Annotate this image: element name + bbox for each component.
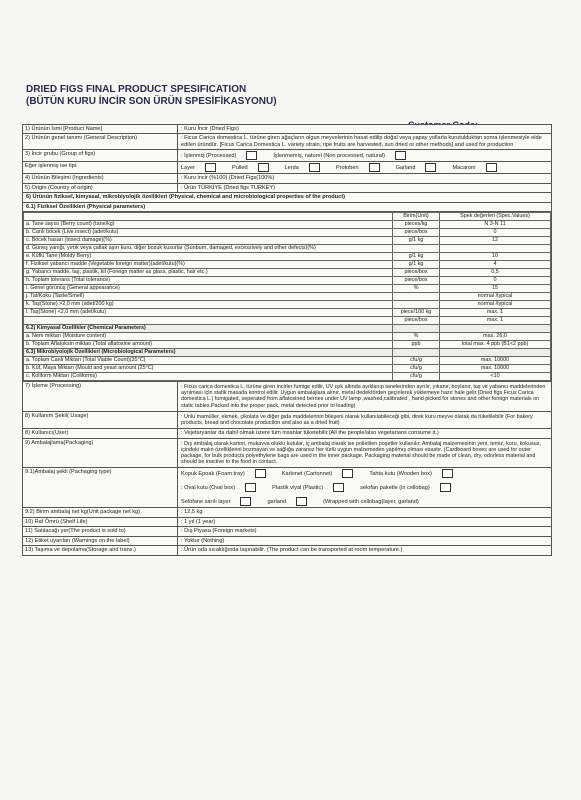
unit-cell xyxy=(393,324,440,332)
spec-row xyxy=(24,324,551,332)
properties-heading-row xyxy=(22,192,552,201)
packaging-row xyxy=(22,438,552,468)
param-cell: d. Güneş yanığı, yırtık veya çatlak aşırı kuru, diğer bozuk kusurlar (Sunburn, damaged, excessively and other defects)(%) xyxy=(24,244,393,252)
value-cell: 15 xyxy=(440,284,551,292)
value-cell: max. 1 xyxy=(440,308,551,316)
value-cell: max. 1 xyxy=(440,316,551,324)
plastic-checkbox[interactable] xyxy=(333,483,344,492)
unit-cell: pieces/kg xyxy=(393,220,440,228)
spec-row xyxy=(24,356,551,364)
option-macaroni: Macaroni xyxy=(452,164,476,171)
option-wrapped-layer: Selofane sarılı layer xyxy=(181,498,231,505)
param-cell: g. Yabancı madde, taş, plastik, kil (Foreign matter as glass, plastic, hair etc.) xyxy=(24,268,393,276)
row-label: 9.2) Birim ambalaj net kg(Unit package net kg) xyxy=(23,508,178,516)
option-wrapped-note: (Wrapped with cellobag(layer, garland) xyxy=(323,498,419,505)
section-heading: 6.1) Fiziksel Özellikleri (Physical parameters) xyxy=(26,203,146,210)
processed-type-row xyxy=(22,161,552,173)
shelf-life-row xyxy=(22,517,552,526)
option-wrapped-garland: garland xyxy=(267,498,287,505)
doc-title-tr: (BÜTÜN KURU İNCİR SON ÜRÜN SPESİFİKASYONU) xyxy=(26,96,277,107)
option-layer: Layer xyxy=(181,164,195,171)
physical-heading-row xyxy=(22,202,552,211)
origin-row xyxy=(22,183,552,192)
row-label: 4) Ürünün Bileşimi (Ingredients) xyxy=(23,174,178,182)
unit-cell: g/1 kg xyxy=(393,260,440,268)
spec-row xyxy=(24,332,551,340)
row-value: : Yoktur (Nothing) xyxy=(181,537,225,544)
spec-row xyxy=(24,348,551,356)
spec-row xyxy=(24,372,551,380)
row-label: 5) Origin (Country of origin) xyxy=(23,184,178,192)
unit-cell: piece/box xyxy=(393,268,440,276)
unit-cell: cfu/g xyxy=(393,356,440,364)
spec-table-body xyxy=(24,220,551,380)
option-cellobag: selofan paketle (in cellobag) xyxy=(360,484,430,491)
foam-tray-checkbox[interactable] xyxy=(255,469,266,478)
value-cell: 0 xyxy=(440,228,551,236)
spec-row xyxy=(24,268,551,276)
spec-row xyxy=(24,276,551,284)
unit-cell: piece/box xyxy=(393,316,440,324)
unit-cell xyxy=(393,244,440,252)
value-cell: normal /typical xyxy=(440,300,551,308)
cellobag-checkbox[interactable] xyxy=(440,483,451,492)
sold-to-row xyxy=(22,526,552,535)
doc-title-en: DRIED FIGS FINAL PRODUCT SPESIFICATION xyxy=(26,84,247,95)
param-cell: e. Küflü Tane (Moldy Berry) xyxy=(24,252,393,260)
value-cell xyxy=(440,324,551,332)
param-cell: 6.2) Kimyasal Özellikler (Chemical Parameters) xyxy=(24,324,393,332)
row-value: : Dış Piyasa (Foreign markets) xyxy=(181,528,257,535)
cartonnet-checkbox[interactable] xyxy=(342,469,353,478)
value-cell: max. 10000 xyxy=(440,364,551,372)
unit-cell: cfu/g xyxy=(393,372,440,380)
option-pulled: Pulled xyxy=(232,164,248,171)
param-cell: l. Taş(Stone) <2,0 mm (adet/kutu) xyxy=(24,308,393,316)
row-value: : 1 yıl (1 year) xyxy=(181,518,216,525)
param-cell: b. Toplam Aflatoksin miktarı (Total aflatoxine amount) xyxy=(24,340,393,348)
param-cell: b. Küf, Maya Miktarı (Mould and yeast amount (25°C) xyxy=(24,364,393,372)
unit-header: Birim(Unit) xyxy=(393,212,440,220)
option-oval-box: : Oval kutu (Oval box) xyxy=(181,484,236,491)
spec-row xyxy=(24,236,551,244)
param-cell: b. Canlı böcek (Live insect) (adet/kutu) xyxy=(24,228,393,236)
value-cell: 4 xyxy=(440,260,551,268)
option-lerda: Lerda xyxy=(284,164,299,171)
pulled-checkbox[interactable] xyxy=(258,163,269,172)
unit-cell: ppb xyxy=(393,340,440,348)
spec-table-row xyxy=(22,211,552,381)
row-value: : Ürün oda sıcaklığında taşınabilir. (The product can be transported at room temperature.) xyxy=(181,547,403,554)
row-label: 2) Ürünün genel tanımı (General Description) xyxy=(23,134,178,149)
param-cell: f. Fiziksel yabancı madde (Vegetable foreign matter)(adet/kutu)(%) xyxy=(24,260,393,268)
value-cell: total max. 4 ppb (B1<2 ppb) xyxy=(440,340,551,348)
lerda-checkbox[interactable] xyxy=(309,163,320,172)
row-label: 10) Raf Ömrü (Shelf Life) xyxy=(23,518,178,526)
spec-row xyxy=(24,292,551,300)
param-cell: a. Toplam Canlı Miktarı (Total Viable Count)(35°C) xyxy=(24,356,393,364)
unit-package-row xyxy=(22,507,552,516)
option-foam-tray: Kopuk Epoak (Foam tray) xyxy=(181,470,245,477)
option-plastic: Plastik viyal (Plastic) xyxy=(272,484,324,491)
unit-cell xyxy=(393,348,440,356)
fig-group-row xyxy=(22,149,552,161)
row-label: 13) Taşıma ve depolama(Storage and trans.) xyxy=(23,546,178,554)
option-natural: İşlenmemiş, naturel (Non processed, natural) xyxy=(273,152,385,159)
spec-row xyxy=(24,228,551,236)
value-cell: 12 xyxy=(440,236,551,244)
row-value: : Kuru incir (%100) (Dried Figs(100%) xyxy=(181,175,275,182)
row-label: 1) Ürünün İsmi [Product Name] xyxy=(23,125,178,133)
row-value: : Dış ambalaj olarak karton, mukavva oluklu kutular, iç ambalaj olarak ise polietilen poşetler kullanılır. Ambalaj malzemesinin yeni, temiz, kuru, kokusuz, içindeki malın özelliklerini bozmayan ve sağlığa zararsız her türlü uygun malzemeden yapılmış olması esastır. (Cardboard boxes are used for outer package, for bulk products polyethylene bags are used in the inner package. Packaging material should be made of clean, dry, odorless material and should be inactive to the food in contact. xyxy=(181,440,541,466)
oval-box-checkbox[interactable] xyxy=(245,483,256,492)
row-value: : Ürün TÜRKİYE (Dried figs TURKEY) xyxy=(181,184,275,191)
row-value: : Ficus Carica domestica L. türüne giren ağaçların olgun meyvelerinin hasat edilip doğal veya yapay yollarla kurutulduktan sonra işlenmesiyle elde edilen üründür. [Ficus Carica Domestica L. variety strain, ripe fruits are harvested, sun dried or other methods] and used for production xyxy=(181,135,542,148)
spec-row xyxy=(24,284,551,292)
spec-row xyxy=(24,252,551,260)
unit-cell xyxy=(393,292,440,300)
spec-row xyxy=(24,316,551,324)
spec-row xyxy=(24,364,551,372)
value-cell: max. 26,0 xyxy=(440,332,551,340)
storage-row xyxy=(22,545,552,555)
param-cell: j. Tat/Koku (Taste/Smell) xyxy=(24,292,393,300)
label-warnings-row xyxy=(22,536,552,545)
unit-cell: piece/box xyxy=(393,276,440,284)
value-cell: 10 xyxy=(440,252,551,260)
section-heading: 6) Ürünün fiziksel, kimyasal, mikrobiyolojik özellikleri (Physical, chemical and microbiological properties of the product) xyxy=(26,194,345,201)
row-label: 11) Satılacağı yer(The product is sold to) xyxy=(23,527,178,535)
value-cell: 0,5 xyxy=(440,268,551,276)
spec-row xyxy=(24,300,551,308)
param-cell: a. Tane sayısı (Berry count) (tane/kg) xyxy=(24,220,393,228)
packaging-type-row xyxy=(22,467,552,507)
param-cell: c. Böcek hasarı (insect damage)(%) xyxy=(24,236,393,244)
row-label: 7) İşleme (Processing) xyxy=(23,382,178,411)
row-value: : Vejetaryanlar da dahil olmak üzere tüm insanlar tüketebilir.(All the people/also vegetarians consume it.) xyxy=(181,430,439,437)
row-label: Eğer işlenmiş ise tipi: xyxy=(23,162,178,173)
value-cell xyxy=(440,348,551,356)
param-cell xyxy=(24,316,393,324)
macaroni-checkbox[interactable] xyxy=(486,163,497,172)
unit-cell: cfu/g xyxy=(393,364,440,372)
value-cell: 0 xyxy=(440,276,551,284)
value-cell xyxy=(440,244,551,252)
unit-cell: piece/100 kg xyxy=(393,308,440,316)
row-value: : 12,5 kg xyxy=(181,509,203,516)
row-label: 9.1)Ambalaj şekli (Pachaging type) xyxy=(23,468,178,507)
product-name-row xyxy=(22,124,552,133)
ingredients-row xyxy=(22,173,552,182)
option-garland: Garland xyxy=(395,164,416,171)
option-protoben: Protoben xyxy=(335,164,359,171)
protoben-checkbox[interactable] xyxy=(369,163,380,172)
option-cartonnet: Karlonet (Cartonnet) xyxy=(281,470,333,477)
unit-cell: g/1 kg xyxy=(393,252,440,260)
unit-cell: g/1 kg xyxy=(393,236,440,244)
wrapped-layer-checkbox[interactable] xyxy=(240,497,251,506)
layer-checkbox[interactable] xyxy=(205,163,216,172)
unit-cell: % xyxy=(393,284,440,292)
spec-row xyxy=(24,260,551,268)
garland-checkbox[interactable] xyxy=(425,163,436,172)
spec-row xyxy=(24,308,551,316)
row-label: 3) İncir grubu (Group of figs) xyxy=(23,150,178,161)
row-value: : Kuru İncir (Dried Figs) xyxy=(181,126,239,132)
param-cell: 6.3) Mikrobiyolojik Özellikleri (Microbiological Parameters) xyxy=(24,348,393,356)
unit-cell: piece/box xyxy=(393,228,440,236)
spec-row xyxy=(24,244,551,252)
unit-cell xyxy=(393,300,440,308)
spec-row xyxy=(24,220,551,228)
value-cell: normal /typical xyxy=(440,292,551,300)
param-cell: a. Nem miktarı (Moisture content) xyxy=(24,332,393,340)
param-cell: h. Toplam tolerans (Total tolerance) xyxy=(24,276,393,284)
param-cell: i. Genel görünüş (General appearance) xyxy=(24,284,393,292)
wooden-box-checkbox[interactable] xyxy=(442,469,453,478)
general-description-row xyxy=(22,133,552,149)
value-header: Spek değerleri (Spec.Values) xyxy=(440,212,551,220)
row-label: 9) Ambalajlama(Packaging) xyxy=(23,439,178,468)
value-cell: N 3-N 11 xyxy=(440,220,551,228)
row-label: 12) Etiket uyarıları (Warnings on the label) xyxy=(23,537,178,545)
wrapped-garland-checkbox[interactable] xyxy=(296,497,307,506)
usage-row xyxy=(22,411,552,428)
user-row xyxy=(22,428,552,437)
unit-cell: % xyxy=(393,332,440,340)
option-wooden-box: Tahta kutu (Wooden box) xyxy=(369,470,432,477)
param-cell: k. Taş(Stone) >2,0 mm (adet/200 kg) xyxy=(24,300,393,308)
row-label: 8) Kullanım Şekli( Usage) xyxy=(23,412,178,428)
param-header xyxy=(24,212,393,220)
option-processed: : İşlenmiş (Processed) xyxy=(181,152,237,159)
row-value: : Unlu mamüller, ekmek, çikolata ve diğer gıda maddelerinin bileşeni olarak kullanılabileceği gibi, direk kuru meyve olarak da tüketilebilir (For bakery products, bread and chocolate production and also as a dried fruit) xyxy=(181,413,533,426)
spec-table xyxy=(23,212,551,381)
natural-checkbox[interactable] xyxy=(395,151,406,160)
processed-checkbox[interactable] xyxy=(246,151,257,160)
param-cell: c. Koliform Miktarı (Coliforms) xyxy=(24,372,393,380)
value-cell: max. 10000 xyxy=(440,356,551,364)
spec-sheet xyxy=(22,124,552,556)
processing-row xyxy=(22,381,552,411)
spec-row xyxy=(24,340,551,348)
value-cell: <10 xyxy=(440,372,551,380)
row-value: : Ficus carica domestica L. türüne giren incirler fumige edilir, UV ışık altında ayıklanıp tanelerinden ayrılır, yıkanır, boylanır, taş ve yabancı maddelerinden ayrılması için statik masada kontrol edilir. Uygun ambalajlara alınır, metal dedektörden geçirilerek yüklemeye hazır hale gelir.(Dried figs Ficus Carica domestica L.) fumigated, seperated from aflatoxined berries under UV lamp ,washed,calibrated , hand picked for stones and other foreign materials on static tables.Packed into the proper pack, metal detected prior to loading) xyxy=(181,383,546,409)
row-label: 8) Kullanıcı(User) xyxy=(23,429,178,437)
